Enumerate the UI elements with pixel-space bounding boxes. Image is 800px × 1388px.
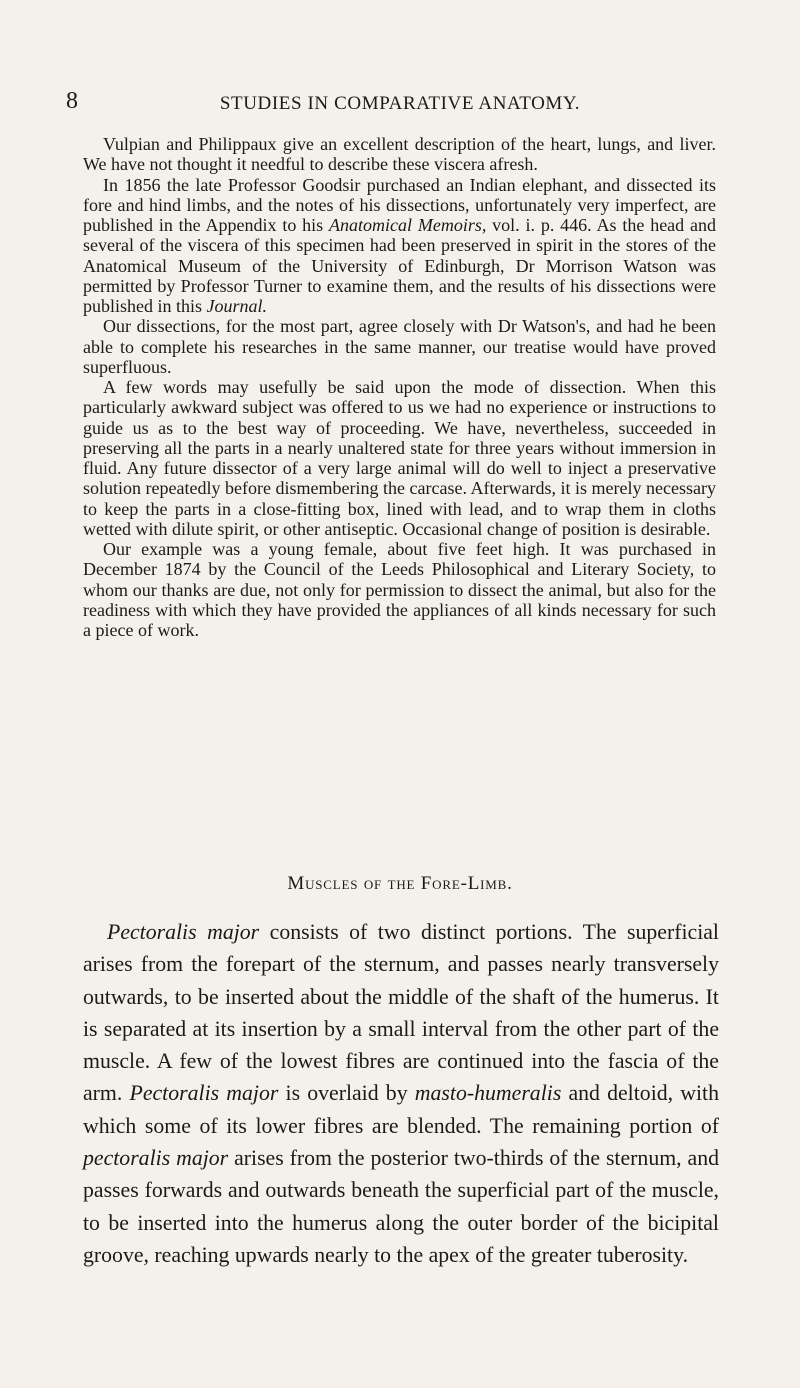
paragraph-watson: Our dissections, for the most part, agree closely with Dr Watson's, and had he been able to complete his researches in the same manner, our treatise would have proved superfluous. bbox=[83, 316, 716, 377]
italic-journal: Journal. bbox=[206, 296, 268, 316]
italic-term: pectoralis major bbox=[83, 1146, 229, 1171]
italic-term: Pectoralis major bbox=[107, 920, 260, 944]
section-text bbox=[83, 916, 719, 1271]
page-number: 8 bbox=[66, 88, 78, 114]
paragraph-pectoralis bbox=[83, 916, 719, 1271]
paragraph-goodsir bbox=[83, 175, 716, 317]
paragraph-specimen: Our example was a young female, about five feet high. It was purchased in December 1874 by the Council of the Leeds Philosophical and Literary Society, to whom our thanks are due, not only for permission to dissect the animal, but also for the readiness with which they have provided the appliances of all kinds necessary for such a piece of work. bbox=[83, 539, 716, 640]
italic-term: Pectoralis major bbox=[129, 1081, 279, 1106]
italic-title: Anatomical Memoirs, bbox=[329, 215, 487, 235]
introduction-text bbox=[83, 134, 716, 640]
paragraph-dissection-mode: A few words may usefully be said upon the mode of dissection. When this particularly awkward subject was offered to us we had no experience or instructions to guide us as to the best way of proceeding. We have, nevertheless, succeeded in preserving all the parts in a nearly unaltered state for three years without immersion in fluid. Any future dissector of a very large animal will do well to inject a preservative solution repeatedly before dismembering the carcase. Afterwards, it is merely necessary to keep the parts in a close-fitting box, lined with lead, and to wrap them in cloths wetted with dilute spirit, or other antiseptic. Occasional change of position is desirable. bbox=[83, 377, 716, 539]
text-run: In 1856 the late Professor Goodsir purchased an Indian elephant, and dissected its fore and hind limbs, and the notes of his dissections, unfortunately very imperfect, are published in the Appendix to his bbox=[83, 174, 716, 235]
section-heading: Muscles of the Fore-Limb. bbox=[287, 873, 513, 894]
text-run: vol. i. p. 446. As the head and several of the viscera of this specimen had been preserved in spirit in the stores of the Anatomical Museum of the University of Edinburgh, Dr Morrison Watson was permitted by Professor Turner to examine them, and the results of his dissections were published in this bbox=[83, 215, 716, 316]
text-run: arises from the posterior two-thirds of the sternum, and passes forwards and outwards beneath the superficial part of the muscle, to be inserted into the humerus along the outer border of the bicipital groove, reaching upwards nearly to the apex of the greater tuberosity. bbox=[83, 1146, 720, 1267]
text-run: is overlaid by bbox=[278, 1081, 415, 1106]
italic-term: masto-humeralis bbox=[414, 1081, 562, 1106]
text-run: and deltoid, with which some of its lower fibres are blended. The remaining portion of bbox=[83, 1081, 720, 1138]
paragraph-vulpian: Vulpian and Philippaux give an excellent description of the heart, lungs, and liver. We have not thought it needful to describe these viscera afresh. bbox=[83, 134, 716, 175]
text-run: consists of two distinct portions. The superficial arises from the forepart of the sternum, and passes nearly transversely outwards, to be inserted about the middle of the shaft of the humerus. It is separated at its insertion by a small interval from the other part of the muscle. A few of the lowest fibres are continued into the fascia of the arm. bbox=[83, 920, 719, 1106]
running-head: STUDIES IN COMPARATIVE ANATOMY. bbox=[219, 93, 581, 114]
